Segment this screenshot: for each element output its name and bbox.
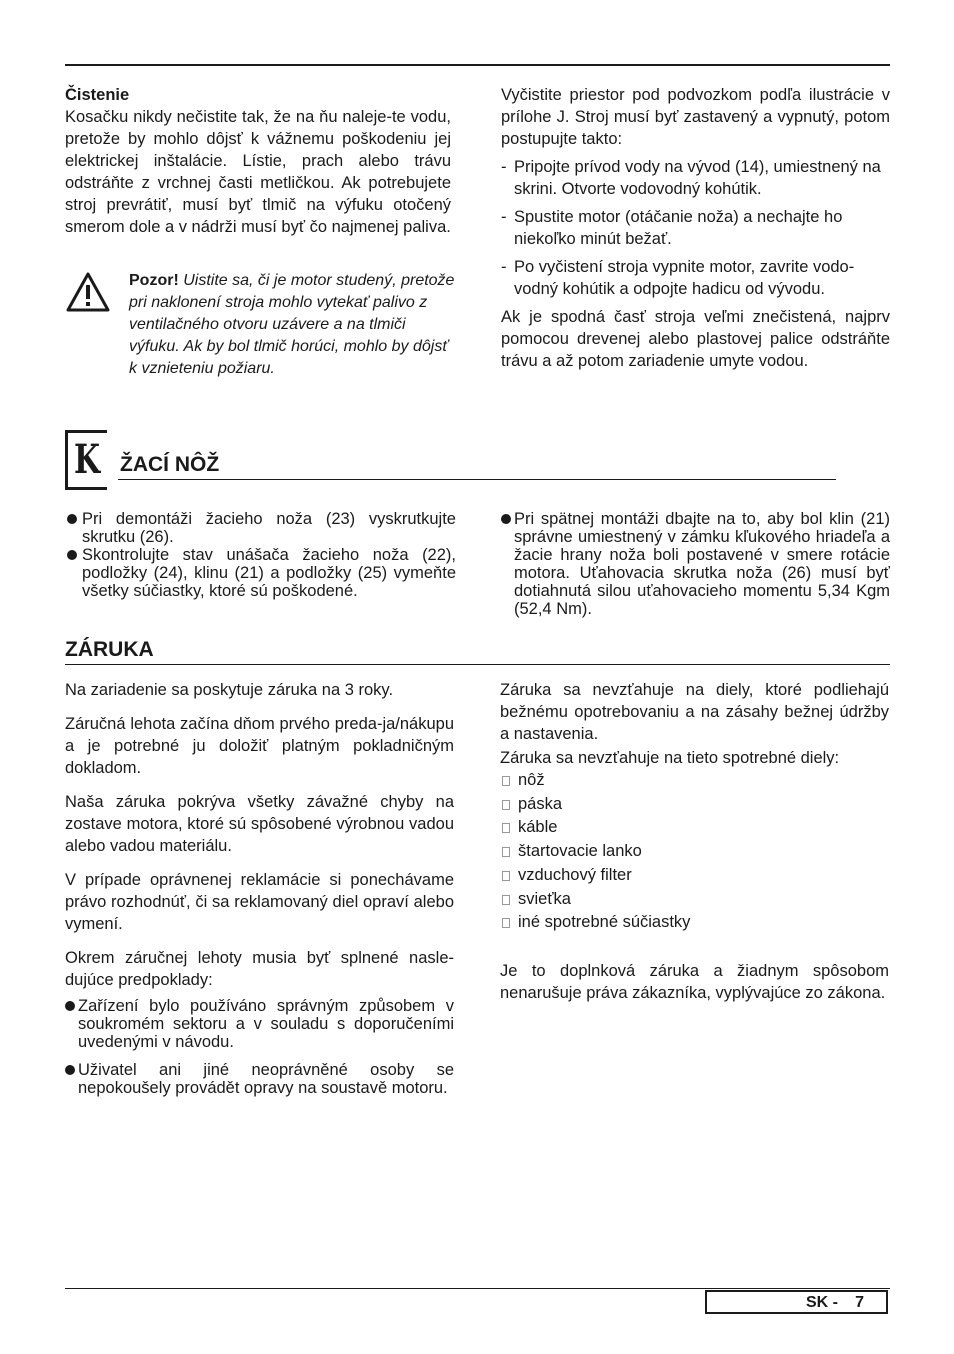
cleaning-left-column xyxy=(65,84,451,238)
list-item: vzduchový filter xyxy=(500,864,889,888)
cleaning-right-column xyxy=(501,84,890,372)
warning-text xyxy=(129,270,455,380)
warranty-title: ZÁRUKA xyxy=(65,638,154,661)
list-item: iné spotrebné súčiastky xyxy=(500,911,889,935)
warranty-paragraph: Na zariadenie sa poskytuje záruka na 3 roky. xyxy=(65,681,394,699)
warning-note xyxy=(65,270,455,380)
warranty-consumables-intro: Záruka sa nevzťahuje na tieto spotrebné diely: xyxy=(500,749,840,767)
checkbox-icon xyxy=(502,918,510,928)
section-k-marker xyxy=(65,430,113,496)
bullet-icon xyxy=(501,514,511,524)
list-item: páska xyxy=(500,793,889,817)
list-item: Skontrolujte stav unášača žacieho noža (22), podložky (24), klinu (21) a podložky (25) vymeňte všetky súčiastky, ktoré sú poškodené. xyxy=(67,546,456,600)
blade-left-column xyxy=(67,510,456,600)
warranty-paragraph: Naša záruka pokrýva všetky závažné chyby na zostave motora, ktoré sú spôsobené výrobnou vadou alebo vadou materiálu. xyxy=(65,793,454,855)
bullet-icon xyxy=(67,550,77,560)
list-item: svieťka xyxy=(500,888,889,912)
warranty-paragraph: Záručná lehota začína dňom prvého preda-ja/nákupu a je potrebné ju doložiť platným pokladničným dokladom. xyxy=(65,715,454,777)
cleaning-paragraph: Kosačku nikdy nečistite tak, že na ňu naleje-te vodu, pretože by mohlo dôjsť k vážnemu poškodeniu jej elektrickej inštalácie. Lístie, prach alebo trávu odstráňte z vrchnej časti metličkou. Ak potrebujete stroj prevrátiť, musí byť tlmič na výfuku otočený smerom dole a v nádrži musí byť čo najmenej paliva. xyxy=(65,108,451,236)
blade-title-rule xyxy=(118,479,836,480)
cleaning-step: - Po vyčistení stroja vypnite motor, zavrite vodo-vodný kohútik a odpojte hadicu od vývodu. xyxy=(501,258,855,298)
blade-right-column xyxy=(501,510,890,618)
checkbox-icon xyxy=(502,776,510,786)
checkbox-icon xyxy=(502,823,510,833)
cleaning-step: - Pripojte prívod vody na vývod (14), umiestnený na skrini. Otvorte vodovodný kohútik. xyxy=(501,158,881,198)
checkbox-icon xyxy=(502,800,510,810)
checkbox-icon xyxy=(502,895,510,905)
cleaning-outro: Ak je spodná časť stroja veľmi znečistená, najprv pomocou drevenej alebo plastovej palice odstráňte trávu a až potom zariadenie umyte vodou. xyxy=(501,308,890,370)
list-item: Pri demontáži žacieho noža (23) vyskrutkujte skrutku (26). xyxy=(67,510,456,546)
warranty-paragraph: Okrem záručnej lehoty musia byť splnené nasle-dujúce predpoklady: xyxy=(65,949,454,989)
warranty-right-column xyxy=(500,679,889,1004)
warranty-title-rule xyxy=(65,664,890,665)
page-footer xyxy=(705,1290,888,1314)
top-rule xyxy=(65,64,890,66)
checkbox-icon xyxy=(502,847,510,857)
footer-language: SK - xyxy=(806,1294,838,1311)
cleaning-intro: Vyčistite priestor pod podvozkom podľa ilustrácie v prílohe J. Stroj musí byť zastavený a vypnutý, potom postupujte takto: xyxy=(501,86,890,148)
warranty-paragraph: V prípade oprávnenej reklamácie si ponechávame právo rozhodnúť, či sa reklamovaný diel opraví alebo vymení. xyxy=(65,871,454,933)
bullet-icon xyxy=(67,514,77,524)
list-item: Uživatel ani jiné neoprávněné osoby se nepokoušely provádět opravy na soustavě motoru. xyxy=(65,1061,454,1097)
warning-label: Pozor! xyxy=(129,272,179,289)
warranty-closing: Je to doplnková záruka a žiadnym spôsobom nenarušuje práva zákazníka, vyplývajúce zo zákona. xyxy=(500,961,889,1002)
list-item: Zařízení bylo používáno správným způsobem v soukromém sektoru a v souladu s doporučeními uvedenými v návodu. xyxy=(65,997,454,1051)
bottom-rule xyxy=(65,1288,890,1289)
page-number: 7 xyxy=(855,1294,864,1311)
warranty-exclusions: Záruka sa nevzťahuje na diely, ktoré podliehajú bežnému opotrebovaniu a na zásahy bežnej údržby a nastavenia. xyxy=(500,681,889,743)
checkbox-icon xyxy=(502,871,510,881)
warranty-left-column xyxy=(65,679,454,1097)
list-item: štartovacie lanko xyxy=(500,840,889,864)
warning-triangle-icon xyxy=(65,270,111,316)
bullet-icon xyxy=(65,1001,75,1011)
list-item: káble xyxy=(500,816,889,840)
bullet-icon xyxy=(65,1065,75,1075)
section-k-letter: K xyxy=(74,436,101,483)
cleaning-step: - Spustite motor (otáčanie noža) a nechajte ho niekoľko minút bežať. xyxy=(501,208,843,248)
cleaning-heading: Čistenie xyxy=(65,86,130,104)
blade-section-title: ŽACÍ NÔŽ xyxy=(120,453,220,476)
warning-body: Uistite sa, či je motor studený, pretože pri naklonení stroja mohlo vytekať palivo z ventilačného otvoru uzávere a na tlmiči výfuku. Ak by bol tlmič horúci, mohlo by dôjsť k vznieteniu požiaru. xyxy=(129,272,455,377)
list-item: nôž xyxy=(500,769,889,793)
list-item: Pri spätnej montáži dbajte na to, aby bol klin (21) správne umiestnený v zámku kľukového hriadeľa a žacie hrany noža boli postavené v smere rotácie motora. Uťahovacia skrutka noža (26) musí byť dotiahnutá silou uťahovacieho momentu 5,34 Kgm (52,4 Nm). xyxy=(501,510,890,618)
